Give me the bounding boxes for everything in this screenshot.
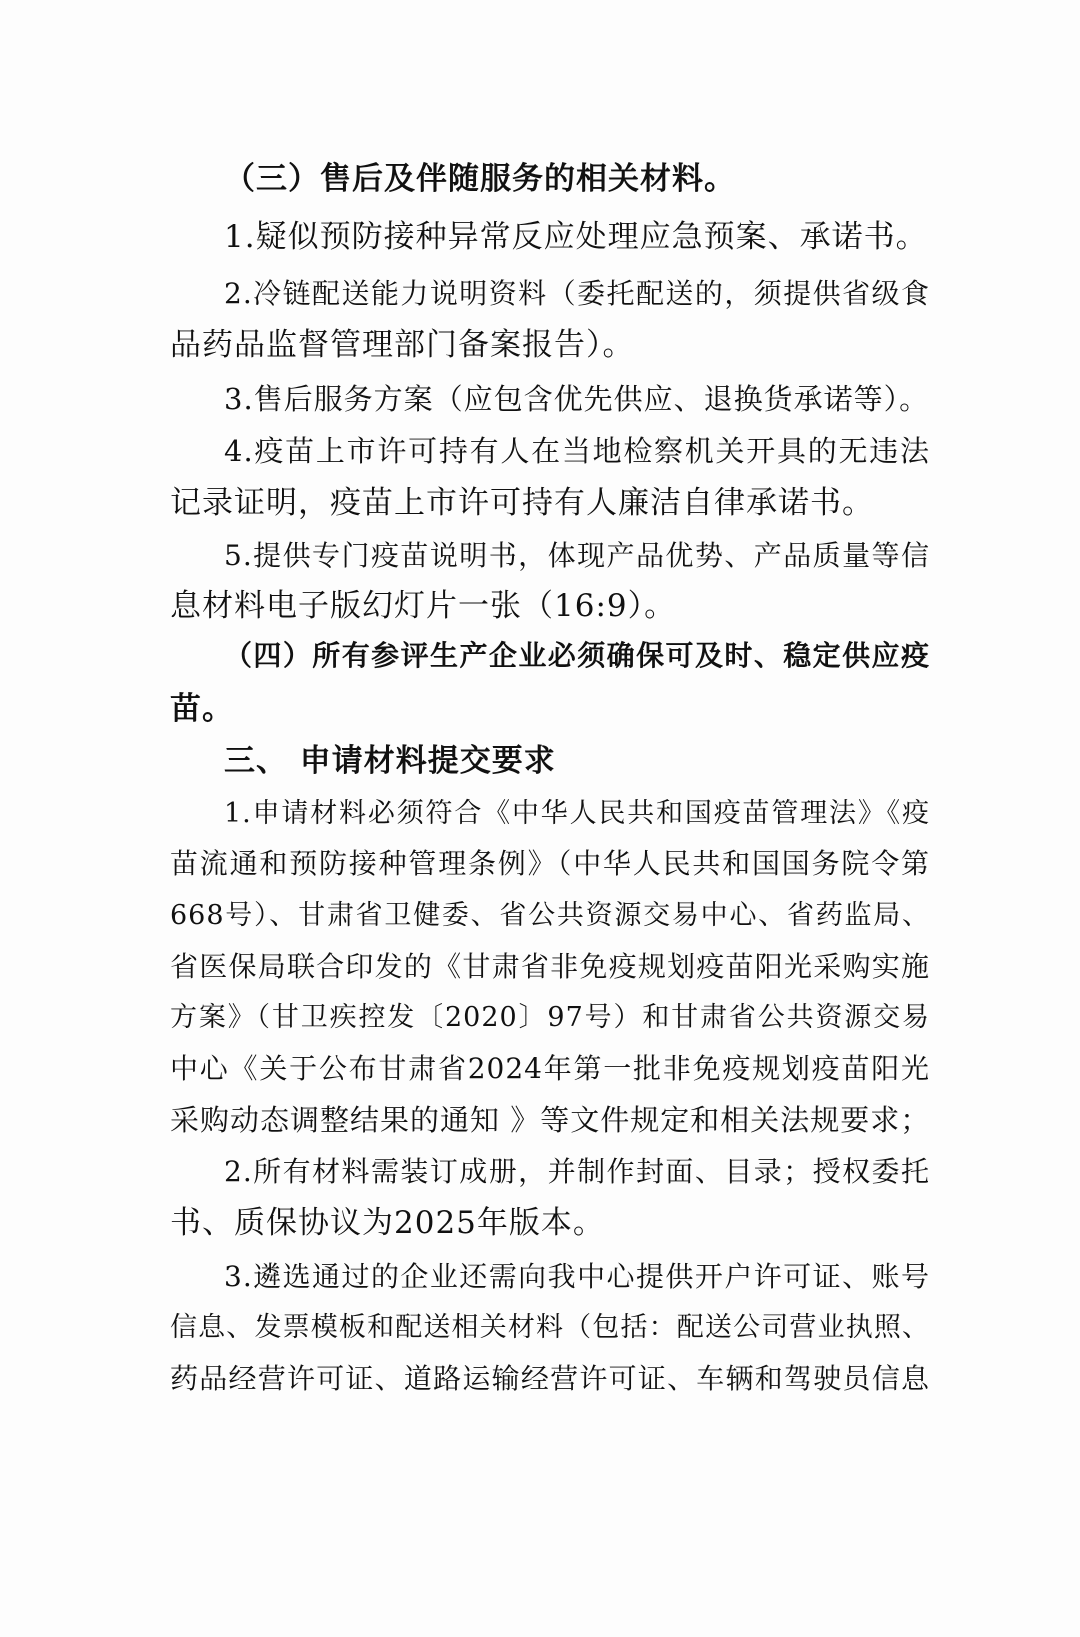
paragraph-line: 1.申请材料必须符合《中华人民共和国疫苗管理法》《疫: [224, 798, 930, 829]
paragraph-line: 方案》（甘卫疾控发〔2020〕97号）和甘肃省公共资源交易: [170, 1002, 930, 1033]
paragraph-line: 品药品监督管理部门备案报告）。: [170, 327, 635, 363]
paragraph-line: 药品经营许可证、道路运输经营许可证、车辆和驾驶员信息: [170, 1362, 930, 1395]
subsection-heading-3: （三）售后及伴随服务的相关材料。: [224, 161, 736, 197]
section-heading-3: 三、 申请材料提交要求: [224, 743, 556, 779]
paragraph-line: 中心《关于公布甘肃省2024年第一批非免疫规划疫苗阳光: [170, 1052, 930, 1085]
paragraph-line: 668号）、甘肃省卫健委、省公共资源交易中心、省药监局、: [170, 900, 930, 931]
paragraph-line: 书、质保协议为2025年版本。: [170, 1205, 605, 1241]
paragraph-line: 采购动态调整结果的通知 》等文件规定和相关法规要求；: [170, 1103, 931, 1137]
paragraph-line: 3.售后服务方案（应包含优先供应、退换货承诺等）。: [224, 382, 930, 416]
paragraph-line: 信息、发票模板和配送相关材料（包括：配送公司营业执照、: [170, 1312, 930, 1343]
paragraph-line: 4.疫苗上市许可持有人在当地检察机关开具的无违法: [224, 434, 930, 468]
paragraph-line: 苗。: [170, 691, 234, 727]
paragraph-line: 2.所有材料需装订成册，并制作封面、目录；授权委托: [224, 1155, 930, 1188]
paragraph-line: 2.冷链配送能力说明资料（委托配送的，须提供省级食: [224, 277, 930, 310]
paragraph-line: 5.提供专门疫苗说明书，体现产品优势、产品质量等信: [224, 539, 930, 572]
paragraph-line: 苗流通和预防接种管理条例》（中华人民共和国国务院令第: [170, 847, 930, 880]
paragraph-line: 1.疑似预防接种异常反应处理应急预案、承诺书。: [224, 219, 928, 255]
paragraph-line: 记录证明，疫苗上市许可持有人廉洁自律承诺书。: [170, 485, 874, 521]
paragraph-line: 3.遴选通过的企业还需向我中心提供开户许可证、账号: [224, 1260, 930, 1293]
paragraph-line: 省医保局联合印发的《甘肃省非免疫规划疫苗阳光采购实施: [170, 950, 930, 983]
subsection-heading-4: （四）所有参评生产企业必须确保可及时、稳定供应疫: [224, 639, 930, 672]
paragraph-line: 息材料电子版幻灯片一张（16:9）。: [170, 588, 677, 624]
